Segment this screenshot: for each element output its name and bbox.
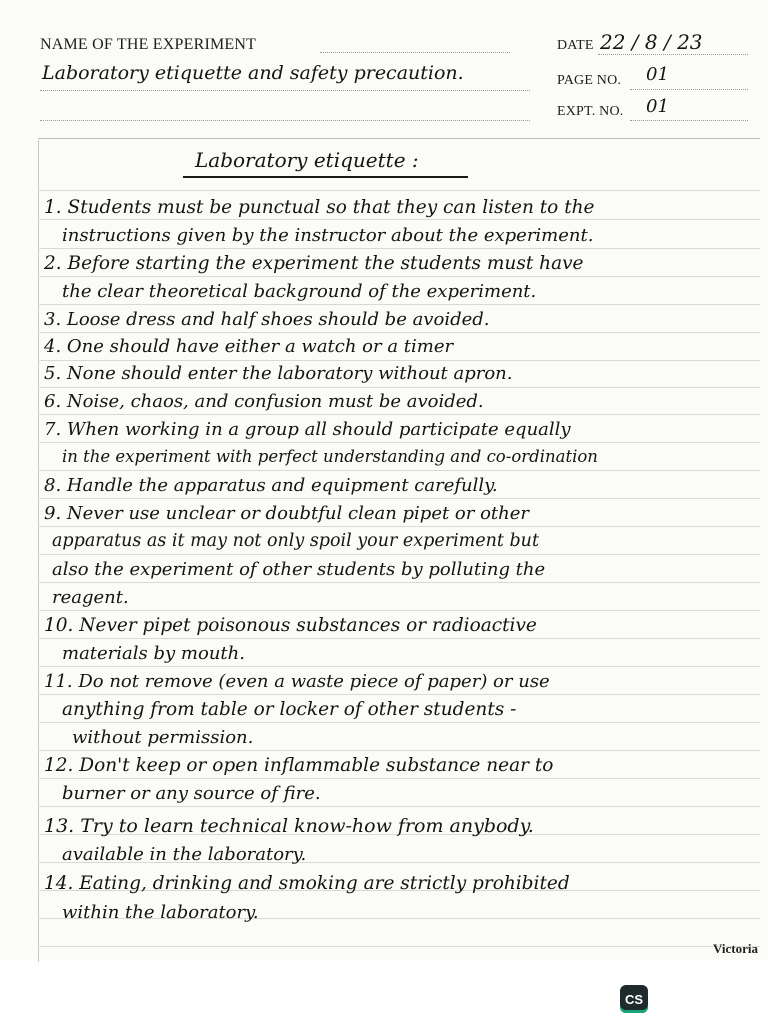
- expt-dotted-line: [630, 120, 748, 121]
- ruled-line: [38, 526, 760, 527]
- note-line: 9. Never use unclear or doubtful clean pipet or other: [44, 503, 530, 524]
- header-dotted-line-2: [40, 120, 530, 121]
- experiment-dotted-line: [40, 90, 530, 91]
- note-line: apparatus as it may not only spoil your experiment but: [52, 531, 539, 551]
- page-margin-line: [38, 140, 39, 962]
- note-line: 12. Don't keep or open inflammable substance near to: [44, 755, 554, 776]
- date-value: 22 / 8 / 23: [600, 30, 703, 54]
- note-line: 14. Eating, drinking and smoking are strictly prohibited: [44, 873, 570, 894]
- ruled-line: [38, 219, 760, 220]
- section-title: Laboratory etiquette :: [195, 148, 419, 172]
- note-line: 2. Before starting the experiment the students must have: [44, 253, 584, 274]
- note-line: materials by mouth.: [62, 643, 245, 664]
- notebook-brand: Victoria: [713, 941, 758, 956]
- camscanner-logo: CS: [620, 985, 648, 1013]
- date-label: DATE: [557, 38, 594, 53]
- note-line: 13. Try to learn technical know-how from anybody.: [44, 815, 534, 837]
- ruled-line: [38, 414, 760, 415]
- ruled-line: [38, 638, 760, 639]
- ruled-line: [38, 304, 760, 305]
- title-underline: [183, 176, 468, 178]
- note-line: anything from table or locker of other students -: [62, 699, 517, 720]
- note-line: within the laboratory.: [62, 902, 259, 923]
- note-line: burner or any source of fire.: [62, 783, 321, 804]
- note-line: 1. Students must be punctual so that they can listen to the: [44, 197, 595, 218]
- name-dotted-line: [320, 52, 510, 53]
- ruled-line: [38, 554, 760, 555]
- page-no-value: 01: [646, 64, 669, 85]
- expt-no-value: 01: [646, 96, 669, 117]
- ruled-line: [38, 190, 760, 191]
- ruled-line: [38, 806, 760, 807]
- ruled-line: [38, 610, 760, 611]
- note-line: 11. Do not remove (even a waste piece of paper) or use: [44, 671, 550, 692]
- note-line: instructions given by the instructor about the experiment.: [62, 225, 594, 246]
- page-no-label: PAGE NO.: [557, 73, 622, 88]
- note-line: 8. Handle the apparatus and equipment carefully.: [44, 475, 498, 496]
- ruled-line: [38, 778, 760, 779]
- note-line: also the experiment of other students by polluting the: [52, 559, 546, 580]
- note-line: 6. Noise, chaos, and confusion must be avoided.: [44, 391, 484, 412]
- date-dotted-line: [598, 54, 748, 55]
- note-line: 4. One should have either a watch or a timer: [44, 336, 454, 357]
- note-line: 3. Loose dress and half shoes should be avoided.: [44, 309, 490, 330]
- experiment-name-label: NAME OF THE EXPERIMENT: [40, 36, 257, 53]
- page-top-border: [38, 138, 760, 139]
- note-line: in the experiment with perfect understanding and co-ordination: [62, 447, 598, 466]
- ruled-line: [38, 498, 760, 499]
- ruled-line: [38, 248, 760, 249]
- note-line: 10. Never pipet poisonous substances or radioactive: [44, 615, 537, 636]
- note-line: without permission.: [72, 727, 254, 748]
- ruled-line: [38, 470, 760, 471]
- ruled-line: [38, 276, 760, 277]
- ruled-line: [38, 582, 760, 583]
- note-line: reagent.: [52, 587, 129, 608]
- ruled-line: [38, 442, 760, 443]
- expt-no-label: EXPT. NO.: [557, 104, 624, 119]
- note-line: 7. When working in a group all should participate equally: [44, 419, 571, 440]
- experiment-name-value: Laboratory etiquette and safety precaution.: [42, 62, 464, 84]
- note-line: available in the laboratory.: [62, 844, 307, 865]
- ruled-line: [38, 360, 760, 361]
- ruled-line: [38, 694, 760, 695]
- ruled-line: [38, 946, 760, 947]
- note-line: 5. None should enter the laboratory without apron.: [44, 363, 513, 384]
- ruled-line: [38, 387, 760, 388]
- ruled-line: [38, 722, 760, 723]
- ruled-line: [38, 750, 760, 751]
- page-dotted-line: [630, 89, 748, 90]
- ruled-line: [38, 332, 760, 333]
- ruled-line: [38, 666, 760, 667]
- note-line: the clear theoretical background of the experiment.: [62, 281, 537, 302]
